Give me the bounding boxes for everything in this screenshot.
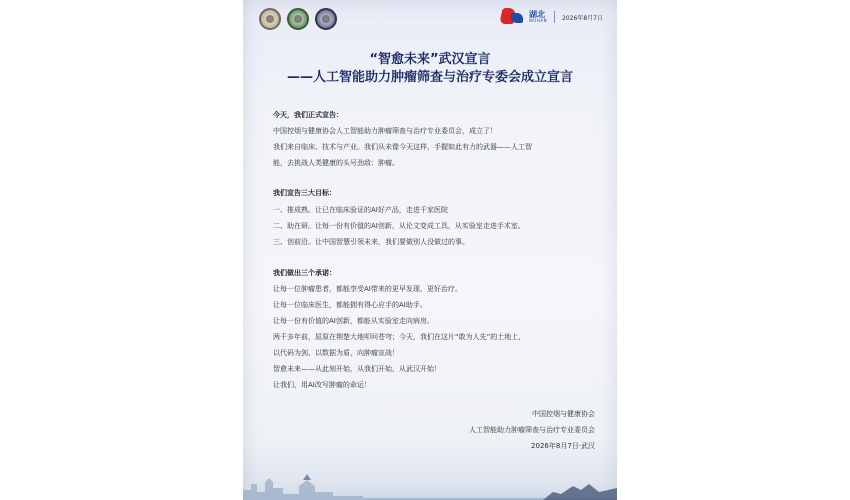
declaration-subtitle: ——人工智能助力肿瘤筛查与治疗专委会成立宣言: [286, 70, 573, 85]
declaration-title: “智愈未来”武汉宣言: [369, 52, 491, 67]
city-skyline-graphic: [243, 474, 617, 500]
wuhan-cn-label: 湖北: [528, 10, 545, 19]
section-heading: 我们做出三个承诺：: [273, 269, 336, 277]
medical-emblem-icon: [287, 8, 309, 30]
association-logo-icon: [259, 8, 281, 30]
body-line: 让每一份有价值的AI创新，都能从实验室走向病房。: [273, 317, 434, 325]
body-line: 智愈未来——从此刻开始，从我们开始，从武汉开始！: [273, 365, 441, 373]
signature-committee: 人工智能助力肿瘤筛查与治疗专业委员会: [469, 426, 595, 434]
wuhan-logo-icon: [501, 7, 525, 27]
wuhan-en-label: WUHAN: [528, 18, 548, 23]
section-heading: 我们宣告三大目标：: [273, 189, 336, 197]
signature-org: 中国控烟与健康协会: [532, 410, 595, 418]
body-line: 二、助在研。让每一份有价值的AI创新，从论文变成工具，从实验室走进手术室。: [273, 222, 525, 230]
body-line: 两千多年前，屈原在荆楚大地叩问苍穹；今天，我们在这片“敢为人先”的土地上，: [273, 333, 526, 341]
body-line: 能，去挑战人类健康的头号劲敌：肿瘤。: [273, 159, 399, 167]
section-heading: 今天，我们正式宣告：: [273, 111, 343, 119]
body-line: 我们来自临床、技术与产业。我们从未像今天这样，手握如此有力的武器——人工智: [273, 143, 532, 151]
body-line: 一、推成熟。让已在临床验证的AI好产品，走进千家医院: [273, 206, 448, 214]
body-line: 三、创前沿。让中国智慧引领未来，我们要做别人没做过的事。: [273, 238, 469, 246]
body-line: 让每一位临床医生，都能拥有得心应手的AI助手。: [273, 301, 427, 309]
declaration-poster: [243, 0, 617, 500]
signature-date: 2026年8月7日·武汉: [531, 442, 595, 450]
wuhan-badge: [501, 7, 603, 27]
header-date: 2026年8月7日: [562, 14, 603, 22]
university-emblem-icon: [315, 8, 337, 30]
body-line: 让我们，用AI改写肿瘤的命运！: [273, 381, 371, 389]
body-line: 让每一位肿瘤患者，都能享受AI带来的更早发现、更好治疗。: [273, 285, 462, 293]
body-line: 以代码为剑、以数据为盾，向肿瘤宣战！: [273, 349, 399, 357]
body-line: 中国控烟与健康协会人工智能助力肿瘤筛查与治疗专业委员会，成立了！: [273, 127, 497, 135]
logo-row: [259, 8, 337, 30]
